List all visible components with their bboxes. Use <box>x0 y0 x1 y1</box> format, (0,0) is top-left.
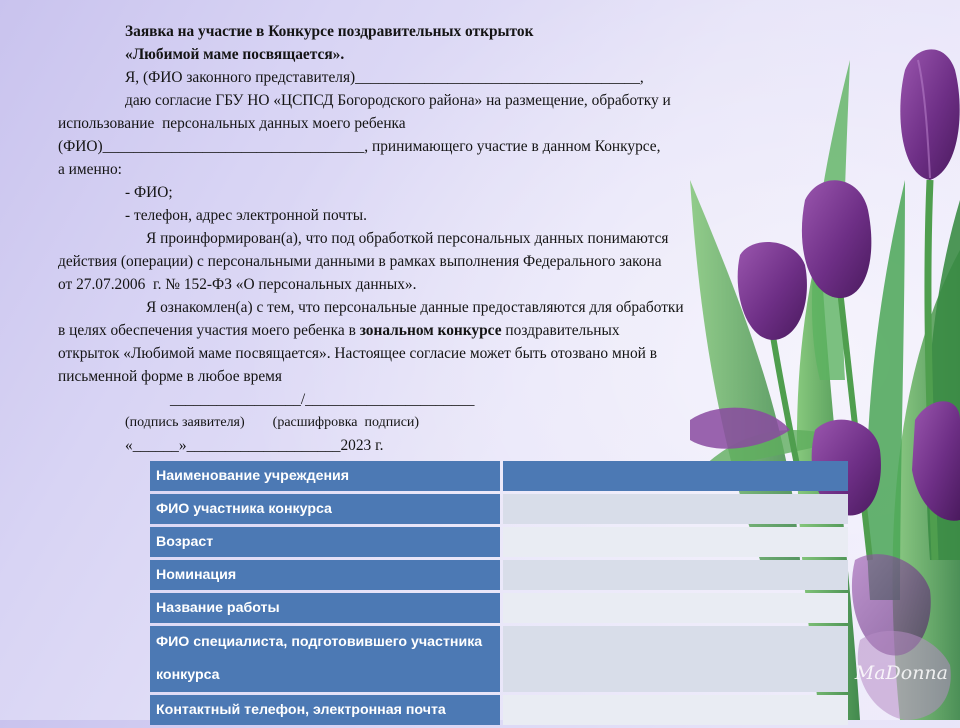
form-value-cell[interactable] <box>503 494 848 524</box>
form-label: Контактный телефон, электронная почта <box>150 695 500 725</box>
date-line: «______»____________________2023 г. <box>125 437 384 454</box>
text-fragment: поздравительных <box>501 322 620 339</box>
consent-text-line: а именно: <box>58 161 122 178</box>
form-value-cell[interactable] <box>503 695 848 725</box>
acquainted-text-line <box>58 319 818 342</box>
signature-caption: (подпись заявителя) (расшифровка подписи) <box>125 415 420 430</box>
form-value-cell[interactable] <box>503 593 848 623</box>
text-fragment: в целях обеспечения участия моего ребенка в <box>58 322 360 339</box>
document-title-contest-name: «Любимой маме посвящается». <box>125 46 345 63</box>
zonal-contest-text: зональном конкурсе <box>359 322 502 339</box>
informed-text-line: Я проинформирован(а), что под обработкой персональных данных понимаются <box>146 230 669 247</box>
form-value-cell[interactable] <box>503 626 848 692</box>
form-value-cell[interactable] <box>503 461 848 491</box>
child-name-line: (ФИО)__________________________________, принимающего участие в данном Конкурсе, <box>58 138 661 155</box>
signature-line: _________________/______________________ <box>170 391 475 408</box>
table-row <box>150 494 848 524</box>
acquainted-text-line: Я ознакомлен(а) с тем, что персональные данные предоставляются для обработки <box>146 299 684 316</box>
informed-text-line: действия (операции) с персональными данными в рамках выполнения Федерального закона <box>58 253 662 270</box>
consent-text-line: использование персональных данных моего ребенка <box>58 115 406 132</box>
table-row <box>150 695 848 725</box>
form-value-cell[interactable] <box>503 560 848 590</box>
data-item-contacts: - телефон, адрес электронной почты. <box>125 207 367 224</box>
acquainted-text-line: письменной форме в любое время <box>58 368 282 385</box>
guardian-name-line: Я, (ФИО законного представителя)_____________________________________, <box>125 69 644 86</box>
table-row <box>150 626 848 692</box>
form-label: ФИО участника конкурса <box>150 494 500 524</box>
table-row <box>150 527 848 557</box>
table-row <box>150 593 848 623</box>
document-title: Заявка на участие в Конкурсе поздравительных открыток <box>125 23 534 40</box>
form-value-cell[interactable] <box>503 527 848 557</box>
consent-document <box>58 20 818 457</box>
consent-text-line: даю согласие ГБУ НО «ЦСПСД Богородского района» на размещение, обработку и <box>125 92 671 109</box>
table-row <box>150 461 848 491</box>
acquainted-text-line: открыток «Любимой маме посвящается». Настоящее согласие может быть отозвано мной в <box>58 345 657 362</box>
form-label: Наименование учреждения <box>150 461 500 491</box>
form-label: Название работы <box>150 593 500 623</box>
form-label: Возраст <box>150 527 500 557</box>
form-label: ФИО специалиста, подготовившего участника конкурса <box>150 626 500 692</box>
law-reference-line: от 27.07.2006 г. № 152-ФЗ «О персональных данных». <box>58 276 417 293</box>
application-form-table <box>147 458 851 728</box>
form-label: Номинация <box>150 560 500 590</box>
watermark-signature: MaDonna <box>854 662 948 684</box>
data-item-name: - ФИО; <box>125 184 173 201</box>
table-row <box>150 560 848 590</box>
